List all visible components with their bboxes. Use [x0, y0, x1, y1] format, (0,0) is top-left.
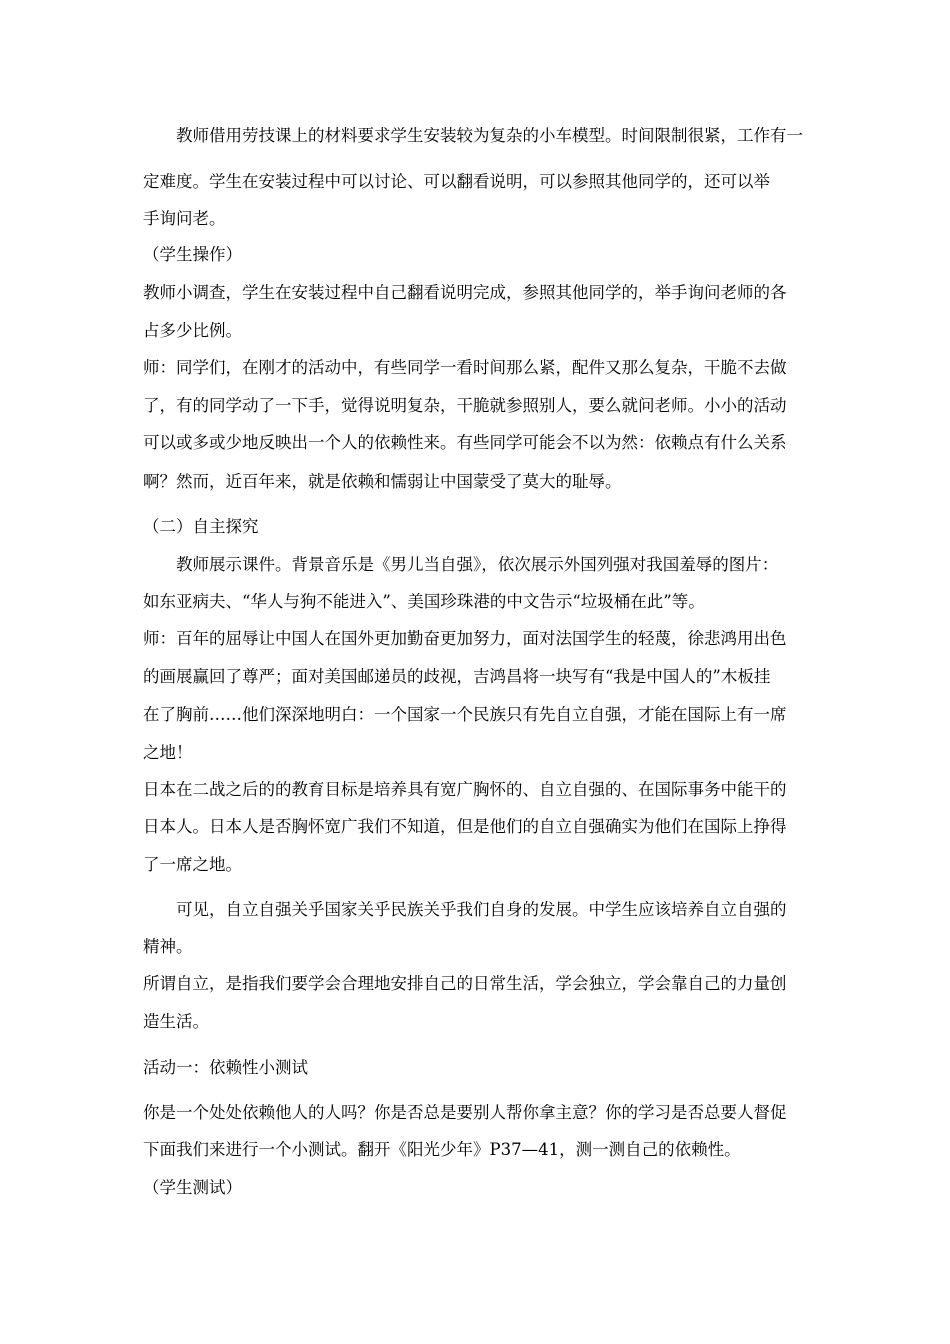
text-line: 教师小调查，学生在安装过程中自己翻看说明完成，参照其他同学的，举手询问老师的各 — [143, 283, 787, 302]
text-line: 啊？然而，近百年来，就是依赖和懦弱让中国蒙受了莫大的耻辱。 — [143, 472, 622, 491]
text-line: 的画展赢回了尊严；面对美国邮递员的歧视，吉鸿昌将一块写有“我是中国人的”木板挂 — [143, 667, 771, 686]
activity-heading: 活动一：依赖性小测试 — [143, 1058, 308, 1077]
section-heading: （二）自主探究 — [143, 517, 259, 536]
text-line: 日本在二战之后的的教育目标是培养具有宽广胸怀的、自立自强的、在国际事务中能干的 — [143, 780, 787, 799]
text-line: 了，有的同学动了一下手，觉得说明复杂，干脆就参照别人，要么就问老师。小小的活动 — [143, 396, 787, 415]
text-line: 精神。 — [143, 937, 193, 956]
text-line: 在了胸前……他们深深地明白：一个国家一个民族只有先自立自强，才能在国际上有一席 — [143, 705, 787, 724]
text-line: （学生操作） — [143, 245, 242, 264]
text-line: 手询问老。 — [143, 209, 226, 228]
text-line: 之地！ — [143, 743, 193, 762]
text-line: 可见，自立自强关乎国家关乎民族关乎我们自身的发展。中学生应该培养自立自强的 — [143, 900, 787, 919]
text-line: 教师借用劳技课上的材料要求学生安装较为复杂的小车模型。时间限制很紧，工作有一 — [143, 126, 803, 145]
text-line: （学生测试） — [143, 1178, 242, 1197]
text-line: 下面我们来进行一个小测试。翻开《阳光少年》P37—41，测一测自己的依赖性。 — [143, 1140, 741, 1159]
text-line: 师：同学们，在刚才的活动中，有些同学一看时间那么紧，配件又那么复杂，干脆不去做 — [143, 358, 787, 377]
text-line: 师：百年的屈辱让中国人在国外更加勤奋更加努力，面对法国学生的轻蔑，徐悲鸿用出色 — [143, 629, 787, 648]
text-line: 如东亚病夫、“华人与狗不能进入”、美国珍珠港的中文告示“垃圾桶在此”等。 — [143, 592, 705, 611]
text-line: 所谓自立，是指我们要学会合理地安排自己的日常生活，学会独立，学会靠自己的力量创 — [143, 974, 787, 993]
text-line: 了一席之地。 — [143, 855, 242, 874]
text-line: 教师展示课件。背景音乐是《男儿当自强》，依次展示外国列强对我国羞辱的图片： — [143, 555, 779, 574]
text-line: 你是一个处处依赖他人的人吗？你是否总是要别人帮你拿主意？你的学习是否总要人督促 — [143, 1103, 787, 1122]
text-line: 日本人。日本人是否胸怀宽广我们不知道，但是他们的自立自强确实为他们在国际上挣得 — [143, 817, 787, 836]
text-line: 造生活。 — [143, 1012, 209, 1031]
text-line: 占多少比例。 — [143, 321, 242, 340]
text-line: 定难度。学生在安装过程中可以讨论、可以翻看说明，可以参照其他同学的，还可以举 — [143, 172, 770, 191]
text-line: 可以或多或少地反映出一个人的依赖性来。有些同学可能会不以为然：依赖点有什么关系 — [143, 433, 787, 452]
